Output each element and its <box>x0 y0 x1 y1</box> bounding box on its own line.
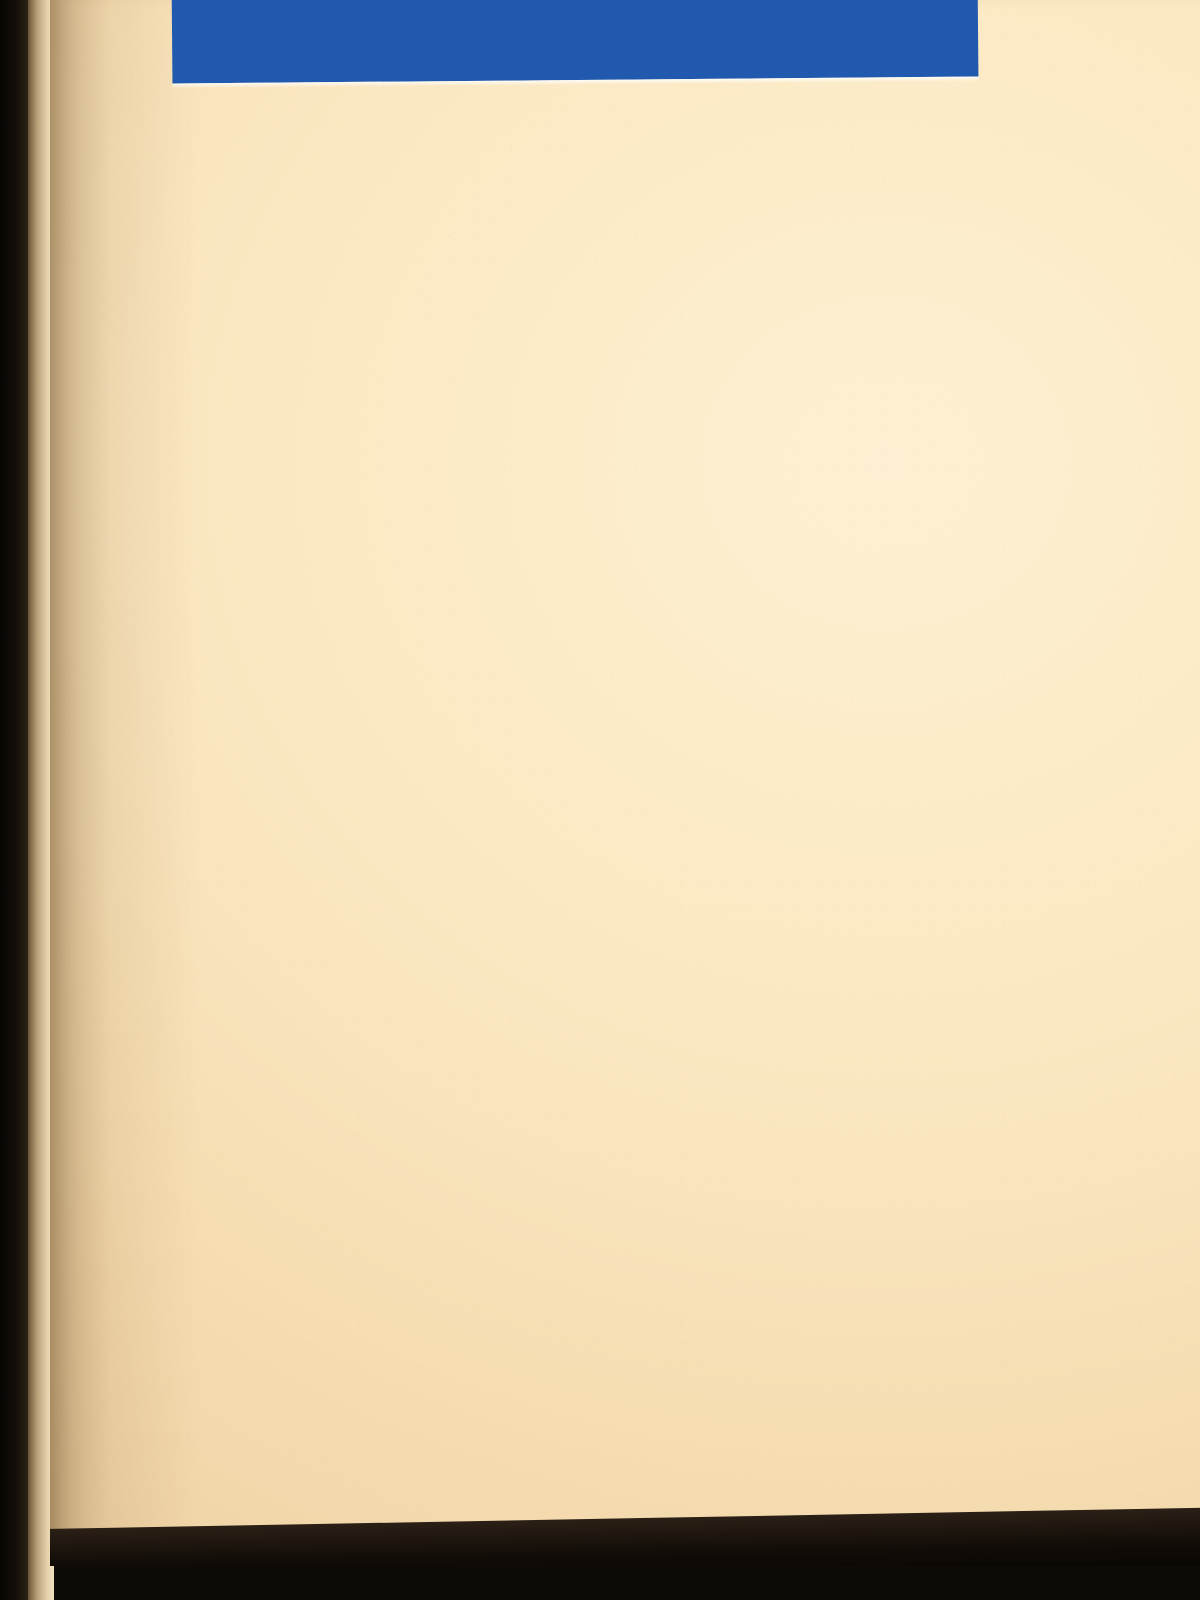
table-of-contents <box>150 0 1110 1566</box>
toc-page <box>50 0 1200 1566</box>
